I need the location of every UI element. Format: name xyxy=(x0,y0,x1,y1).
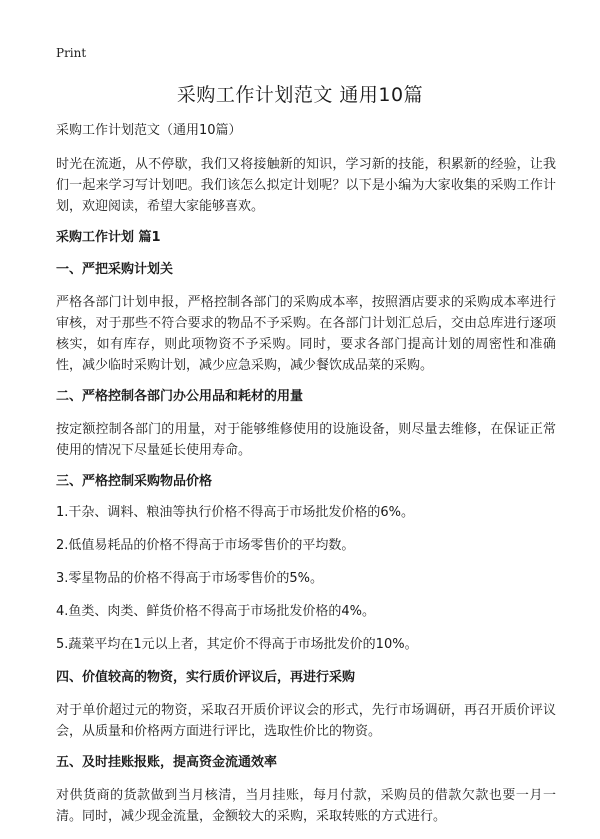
price-rule-item-5: 5.蔬菜平均在1元以上者，其定价不得高于市场批发价的10%。 xyxy=(56,637,418,652)
document-subtitle: 采购工作计划范文（通用10篇） xyxy=(56,123,242,138)
section-2-heading: 二、严格控制各部门办公用品和耗材的用量 xyxy=(56,389,304,404)
intro-paragraph: 时光在流逝，从不停歇，我们又将接触新的知识，学习新的技能，积累新的经验，让我们一起来学习写计划吧。我们该怎么拟定计划呢？以下是小编为大家收集的采购工作计划，欢迎阅读，希望大家能够喜欢。 xyxy=(56,157,556,214)
price-rule-item-3: 3.零星物品的价格不得高于市场零售价的5%。 xyxy=(56,571,324,586)
section-5-body: 对供货商的货款做到当月核清，当月挂账，每月付款，采购员的借款欠款也要一月一清。同时，减少现金流量，金额较大的采购，采取转账的方式进行。 xyxy=(56,788,556,824)
price-rule-item-2: 2.低值易耗品的价格不得高于市场零售价的平均数。 xyxy=(56,538,355,553)
document-body xyxy=(56,122,556,839)
section-5-heading: 五、及时挂账报账，提高资金流通效率 xyxy=(56,755,278,770)
section-2-body: 按定额控制各部门的用量，对于能够维修使用的设施设备，则尽量去维修，在保证正常使用的情况下尽量延长使用寿命。 xyxy=(56,422,556,458)
section-1-heading: 一、严把采购计划关 xyxy=(56,262,174,277)
price-rule-item-4: 4.鱼类、肉类、鲜货价格不得高于市场批发价格的4%。 xyxy=(56,604,376,619)
section-4-body: 对于单价超过元的物资，采取召开质价评议会的形式，先行市场调研，再召开质价评议会，从质量和价格两方面进行评比，选取性价比的物资。 xyxy=(56,703,556,739)
price-rule-item-1: 1.干杂、调料、粮油等执行价格不得高于市场批发价格的6%。 xyxy=(56,505,415,520)
article-heading: 采购工作计划 篇1 xyxy=(56,230,161,245)
print-label: Print xyxy=(56,46,87,60)
section-3-heading: 三、严格控制采购物品价格 xyxy=(56,474,213,489)
section-4-heading: 四、价值较高的物资，实行质价评议后，再进行采购 xyxy=(56,670,356,685)
section-1-body: 严格各部门计划申报，严格控制各部门的采购成本率，按照酒店要求的采购成本率进行审核，对于那些不符合要求的物品不予采购。在各部门计划汇总后，交由总库进行逐项核实，如有库存，则此项物资不予采购。同时，要求各部门提高计划的周密性和准确性，减少临时采购计划，减少应急采购，减少餐饮成品菜的采购。 xyxy=(56,295,556,373)
document-title: 采购工作计划范文 通用10篇 xyxy=(176,84,424,106)
